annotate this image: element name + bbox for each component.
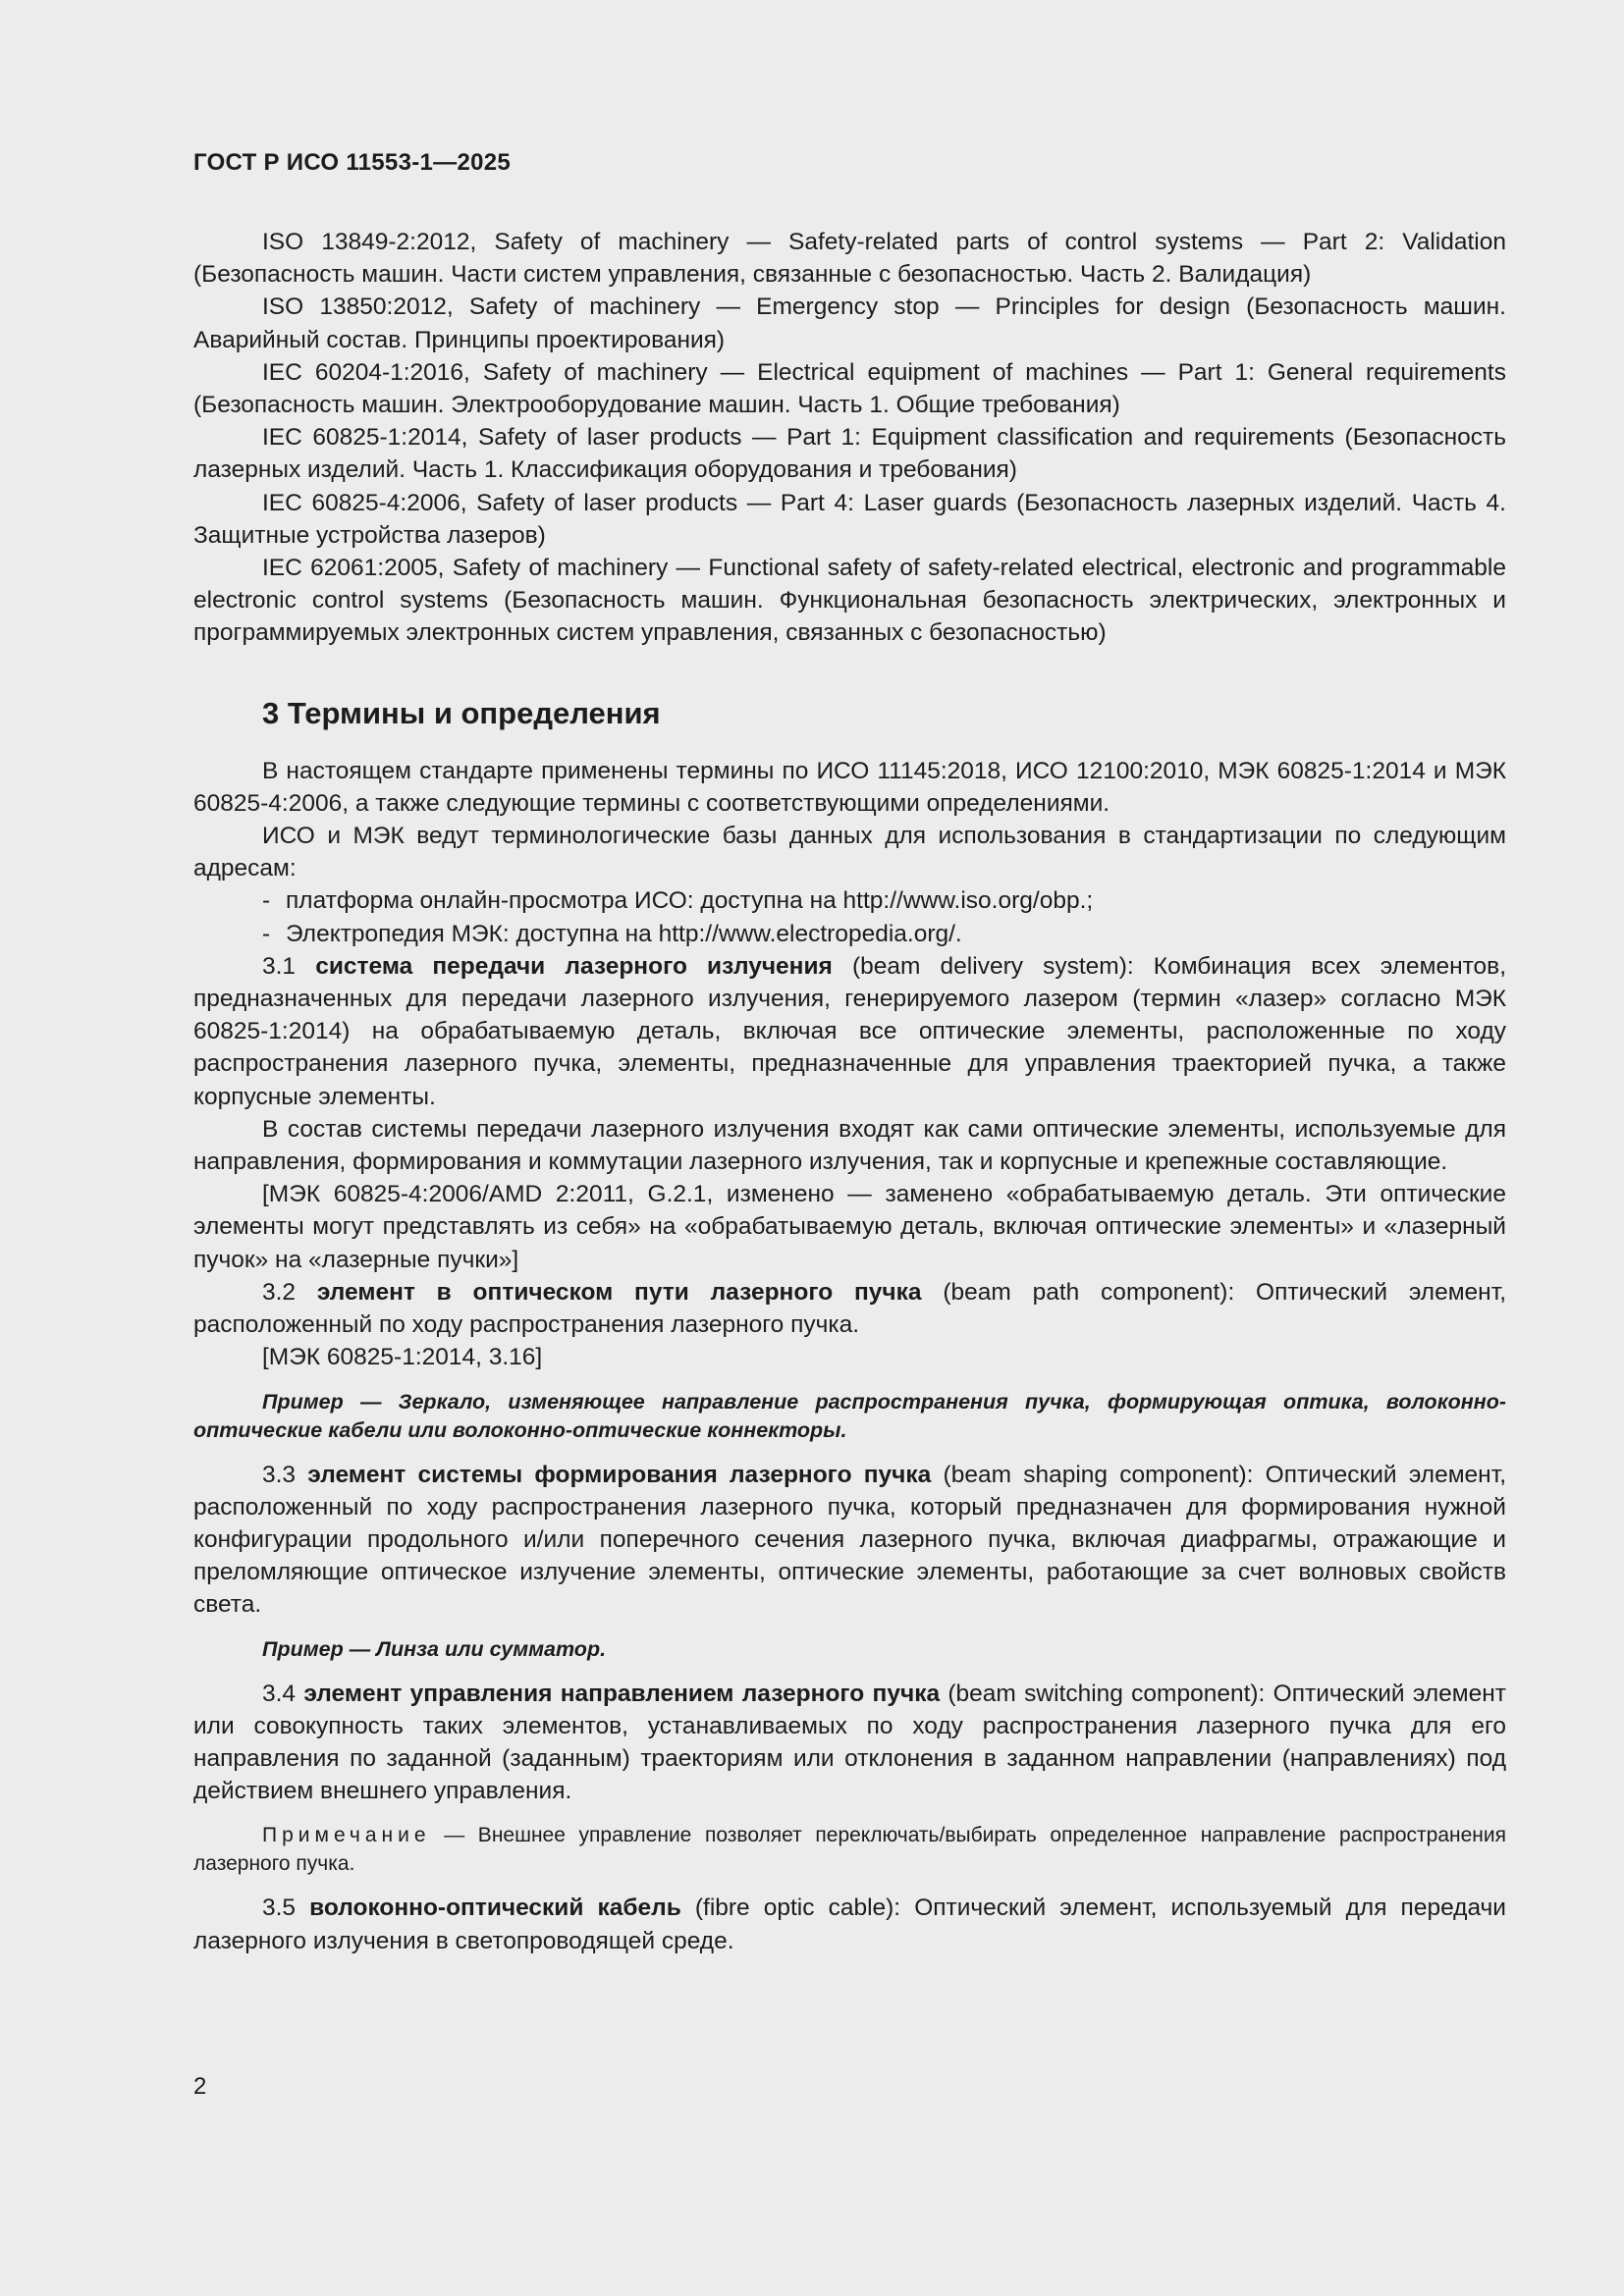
term-number: 3.1 — [262, 952, 297, 980]
section-heading: 3 Термины и определения — [262, 695, 661, 730]
database-list-text: Электропедия МЭК: доступна на http://www.electropedia.org/. — [286, 920, 962, 947]
term-definition: (beam path component): Оптический элемент, расположенный по ходу распространения лазерного пучка. — [193, 1278, 1507, 1339]
section-intro: В настоящем стандарте применены термины по ИСО 11145:2018, ИСО 12100:2010, МЭК 60825-1:2014 и МЭК 60825-4:2006, а также следующие термины с соответствующими определениями. — [193, 757, 1506, 817]
page-content — [193, 226, 1506, 1957]
term-number: 3.3 — [262, 1461, 297, 1488]
term-3-2 — [193, 1276, 1506, 1341]
term-name: система передачи лазерного излучения — [315, 952, 833, 980]
term-name: элемент управления направлением лазерного пучка — [303, 1680, 941, 1707]
term-number: 3.5 — [262, 1895, 297, 1922]
note-text: — Внешнее управление позволяет переключать/выбирать определенное направление распространения лазерного пучка. — [193, 1824, 1506, 1876]
database-list-item: - Электропедия МЭК: доступна на http://www.electropedia.org/. — [262, 920, 962, 947]
document-header: ГОСТ Р ИСО 11553-1—2025 — [193, 149, 512, 176]
reference-item: IEC 60204-1:2016, Safety of machinery — Electrical equipment of machines — Part 1: General requirements (Безопасность машин. Электрооборудование машин. Часть 1. Общие требования) — [193, 358, 1506, 419]
reference-item: IEC 62061:2005, Safety of machinery — Functional safety of safety-related electrical, electronic and programmable electronic control systems (Безопасность машин. Функциональная безопасность электрических, электронных и программируемых электронных систем управления, связанных с безопасностью) — [193, 555, 1506, 647]
term-definition: (beam switching component): Оптический элемент или совокупность таких элементов, устанавливаемых по ходу распространения лазерного пучка для его направления по заданной (заданным) траекториям или отклонения в заданном направлении (направлениях) под действием внешнего управления. — [193, 1680, 1507, 1805]
page-number: 2 — [193, 2073, 207, 2100]
term-number: 3.4 — [262, 1680, 297, 1707]
term-3-1-extra: В состав системы передачи лазерного излучения входят как сами оптические элементы, используемые для направления, формирования и коммутации лазерного излучения, так и корпусные и крепежные составляющие. — [193, 1115, 1506, 1176]
term-definition: (beam delivery system): Комбинация всех элементов, предназначенных для передачи лазерного излучения, генерируемого лазером (термин «лазер» согласно МЭК 60825-1:2014) на обрабатываемую деталь, включая все оптические элементы, расположенные по ходу распространения лазерного пучка, элементы, предназначенные для управления траекторией пучка, а также корпусные элементы. — [193, 952, 1506, 1110]
note-label: Примечание — [262, 1824, 431, 1847]
term-3-3 — [193, 1459, 1506, 1622]
term-name: волоконно-оптический кабель — [309, 1895, 681, 1922]
reference-item: IEC 60825-4:2006, Safety of laser products — Part 4: Laser guards (Безопасность лазерных изделий. Часть 4. Защитные устройства лазеров) — [193, 489, 1506, 549]
term-number: 3.2 — [262, 1278, 297, 1306]
term-3-2-example: Пример — Зеркало, изменяющее направление распространения пучка, формирующая оптика, волоконно-оптические кабели или волоконно-оптические коннекторы. — [193, 1389, 1506, 1442]
term-3-1 — [193, 950, 1506, 1113]
term-definition: (beam shaping component): Оптический элемент, расположенный по ходу распространения лазерного пучка, который предназначен для формирования нужной конфигурации продольного и/или поперечного сечения лазерного пучка, включая диафрагмы, отражающие и преломляющие оптическое излучение элементы, оптические элементы, работающие за счет волновых свойств света. — [193, 1461, 1507, 1619]
term-3-4-note — [193, 1821, 1506, 1878]
term-3-2-source: [МЭК 60825-1:2014, 3.16] — [262, 1344, 543, 1371]
reference-item: IEC 60825-1:2014, Safety of laser products — Part 1: Equipment classification and requirements (Безопасность лазерных изделий. Часть 1. Классификация оборудования и требования) — [193, 424, 1506, 484]
reference-item: ISO 13850:2012, Safety of machinery — Emergency stop — Principles for design (Безопасность машин. Аварийный состав. Принципы проектирования) — [193, 294, 1506, 353]
term-name: элемент системы формирования лазерного пучка — [307, 1461, 932, 1488]
database-intro: ИСО и МЭК ведут терминологические базы данных для использования в стандартизации по следующим адресам: — [193, 823, 1506, 882]
term-3-4 — [193, 1678, 1506, 1808]
term-3-5 — [193, 1892, 1506, 1956]
term-definition: (fibre optic cable): Оптический элемент, используемый для передачи лазерного излучения в светопроводящей среде. — [193, 1895, 1506, 1954]
term-name: элемент в оптическом пути лазерного пучка — [316, 1278, 922, 1306]
database-list-text: платформа онлайн-просмотра ИСО: доступна на http://www.iso.org/obp.; — [286, 887, 1094, 915]
term-3-1-source: [МЭК 60825-4:2006/AMD 2:2011, G.2.1, изменено — заменено «обрабатываемую деталь. Эти оптические элементы могут представлять из себя» на «обрабатываемую деталь, включая оптические элементы» и «лазерный пучок» на «лазерные пучки»] — [193, 1181, 1506, 1273]
term-3-3-example: Пример — Линза или сумматор. — [262, 1636, 607, 1661]
database-list-item: - платформа онлайн-просмотра ИСО: доступна на http://www.iso.org/obp.; — [262, 887, 1094, 915]
reference-item: ISO 13849-2:2012, Safety of machinery — Safety-related parts of control systems — Part 2: Validation (Безопасность машин. Части систем управления, связанные с безопасностью. Часть 2. Валидация) — [193, 229, 1506, 289]
